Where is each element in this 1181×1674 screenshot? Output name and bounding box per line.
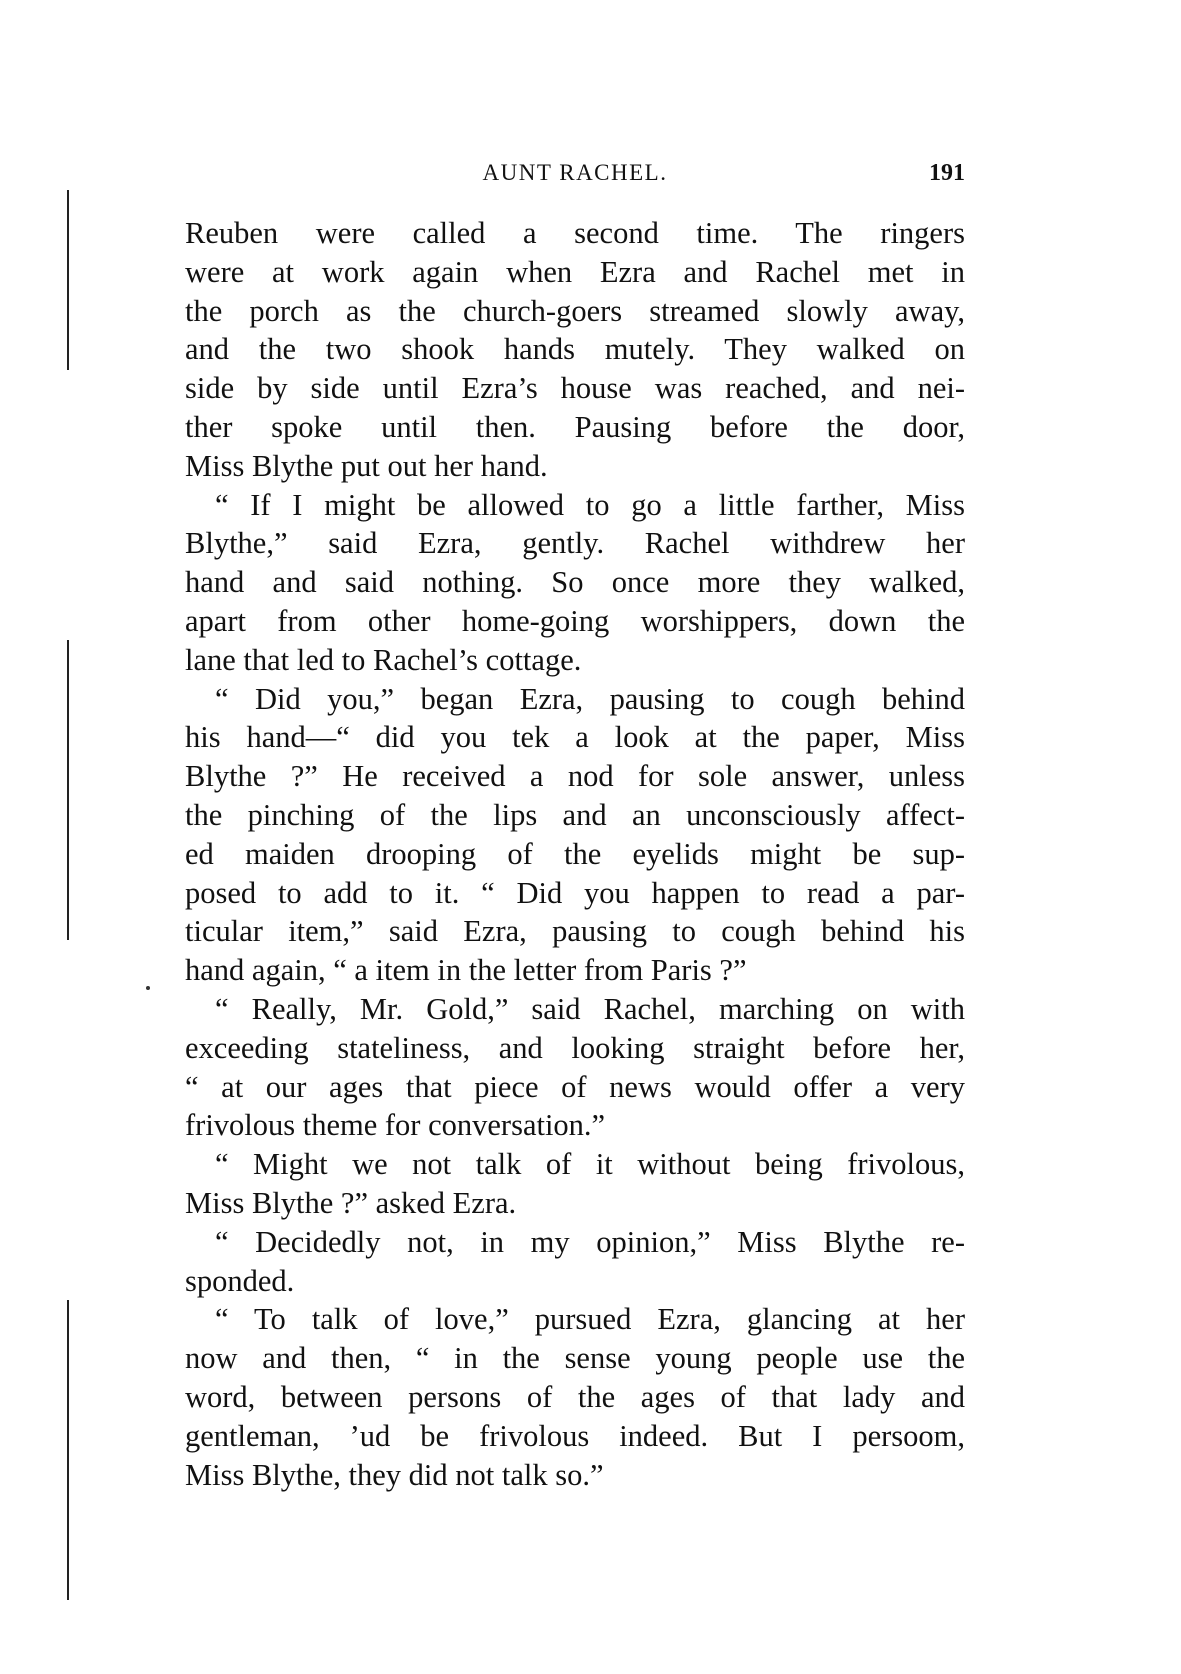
- text-line: Blythe,” said Ezra, gently. Rachel withdrew her: [185, 526, 965, 561]
- page-header: [185, 160, 965, 194]
- text-line: side by side until Ezra’s house was reached, and nei-: [185, 371, 965, 406]
- binding-edge-mark: [67, 190, 69, 370]
- text-line: and the two shook hands mutely. They walked on: [185, 332, 965, 367]
- text-line: now and then, “ in the sense young people use the: [185, 1341, 965, 1376]
- text-line: ticular item,” said Ezra, pausing to cough behind his: [185, 914, 965, 949]
- text-line: the porch as the church-goers streamed slowly away,: [185, 293, 965, 328]
- text-line: ther spoke until then. Pausing before the door,: [185, 409, 965, 444]
- binding-edge-mark: [67, 640, 69, 940]
- text-line: his hand—“ did you tek a look at the paper, Miss: [185, 720, 965, 755]
- print-speck: [146, 986, 150, 990]
- text-line: “ If I might be allowed to go a little farther, Miss: [215, 487, 965, 522]
- text-line: Miss Blythe put out her hand.: [185, 448, 548, 483]
- text-line: apart from other home-going worshippers, down the: [185, 603, 965, 638]
- text-line: word, between persons of the ages of that lady and: [185, 1379, 965, 1414]
- text-line: were at work again when Ezra and Rachel met in: [185, 254, 965, 289]
- text-line: sponded.: [185, 1263, 295, 1298]
- text-line: “ To talk of love,” pursued Ezra, glancing at her: [215, 1302, 965, 1337]
- text-line: “ Might we not talk of it without being frivolous,: [215, 1147, 965, 1182]
- running-title: AUNT RACHEL.: [482, 160, 668, 185]
- text-line: hand and said nothing. So once more they walked,: [185, 565, 965, 600]
- text-line: “ at our ages that piece of news would offer a very: [185, 1069, 965, 1104]
- text-line: Blythe ?” He received a nod for sole answer, unless: [185, 759, 965, 794]
- text-line: “ Really, Mr. Gold,” said Rachel, marching on with: [215, 991, 965, 1026]
- body-text: [185, 214, 965, 1494]
- text-line: posed to add to it. “ Did you happen to read a par-: [185, 875, 965, 910]
- text-line: “ Decidedly not, in my opinion,” Miss Blythe re-: [215, 1224, 965, 1259]
- text-line: Miss Blythe ?” asked Ezra.: [185, 1185, 517, 1220]
- text-line: Reuben were called a second time. The ringers: [185, 216, 965, 250]
- text-line: the pinching of the lips and an unconsciously affect-: [185, 797, 965, 832]
- text-line: frivolous theme for conversation.”: [185, 1108, 606, 1143]
- text-line: ed maiden drooping of the eyelids might be sup-: [185, 836, 965, 871]
- page-number: 191: [929, 160, 965, 186]
- text-line: exceeding stateliness, and looking straight before her,: [185, 1030, 965, 1065]
- binding-edge-mark: [67, 1300, 69, 1600]
- text-line: lane that led to Rachel’s cottage.: [185, 642, 582, 677]
- text-line: hand again, “ a item in the letter from Paris ?”: [185, 953, 747, 988]
- text-line: Miss Blythe, they did not talk so.”: [185, 1457, 604, 1492]
- text-line: “ Did you,” began Ezra, pausing to cough behind: [215, 681, 965, 716]
- text-line: gentleman, ’ud be frivolous indeed. But I persoom,: [185, 1418, 965, 1453]
